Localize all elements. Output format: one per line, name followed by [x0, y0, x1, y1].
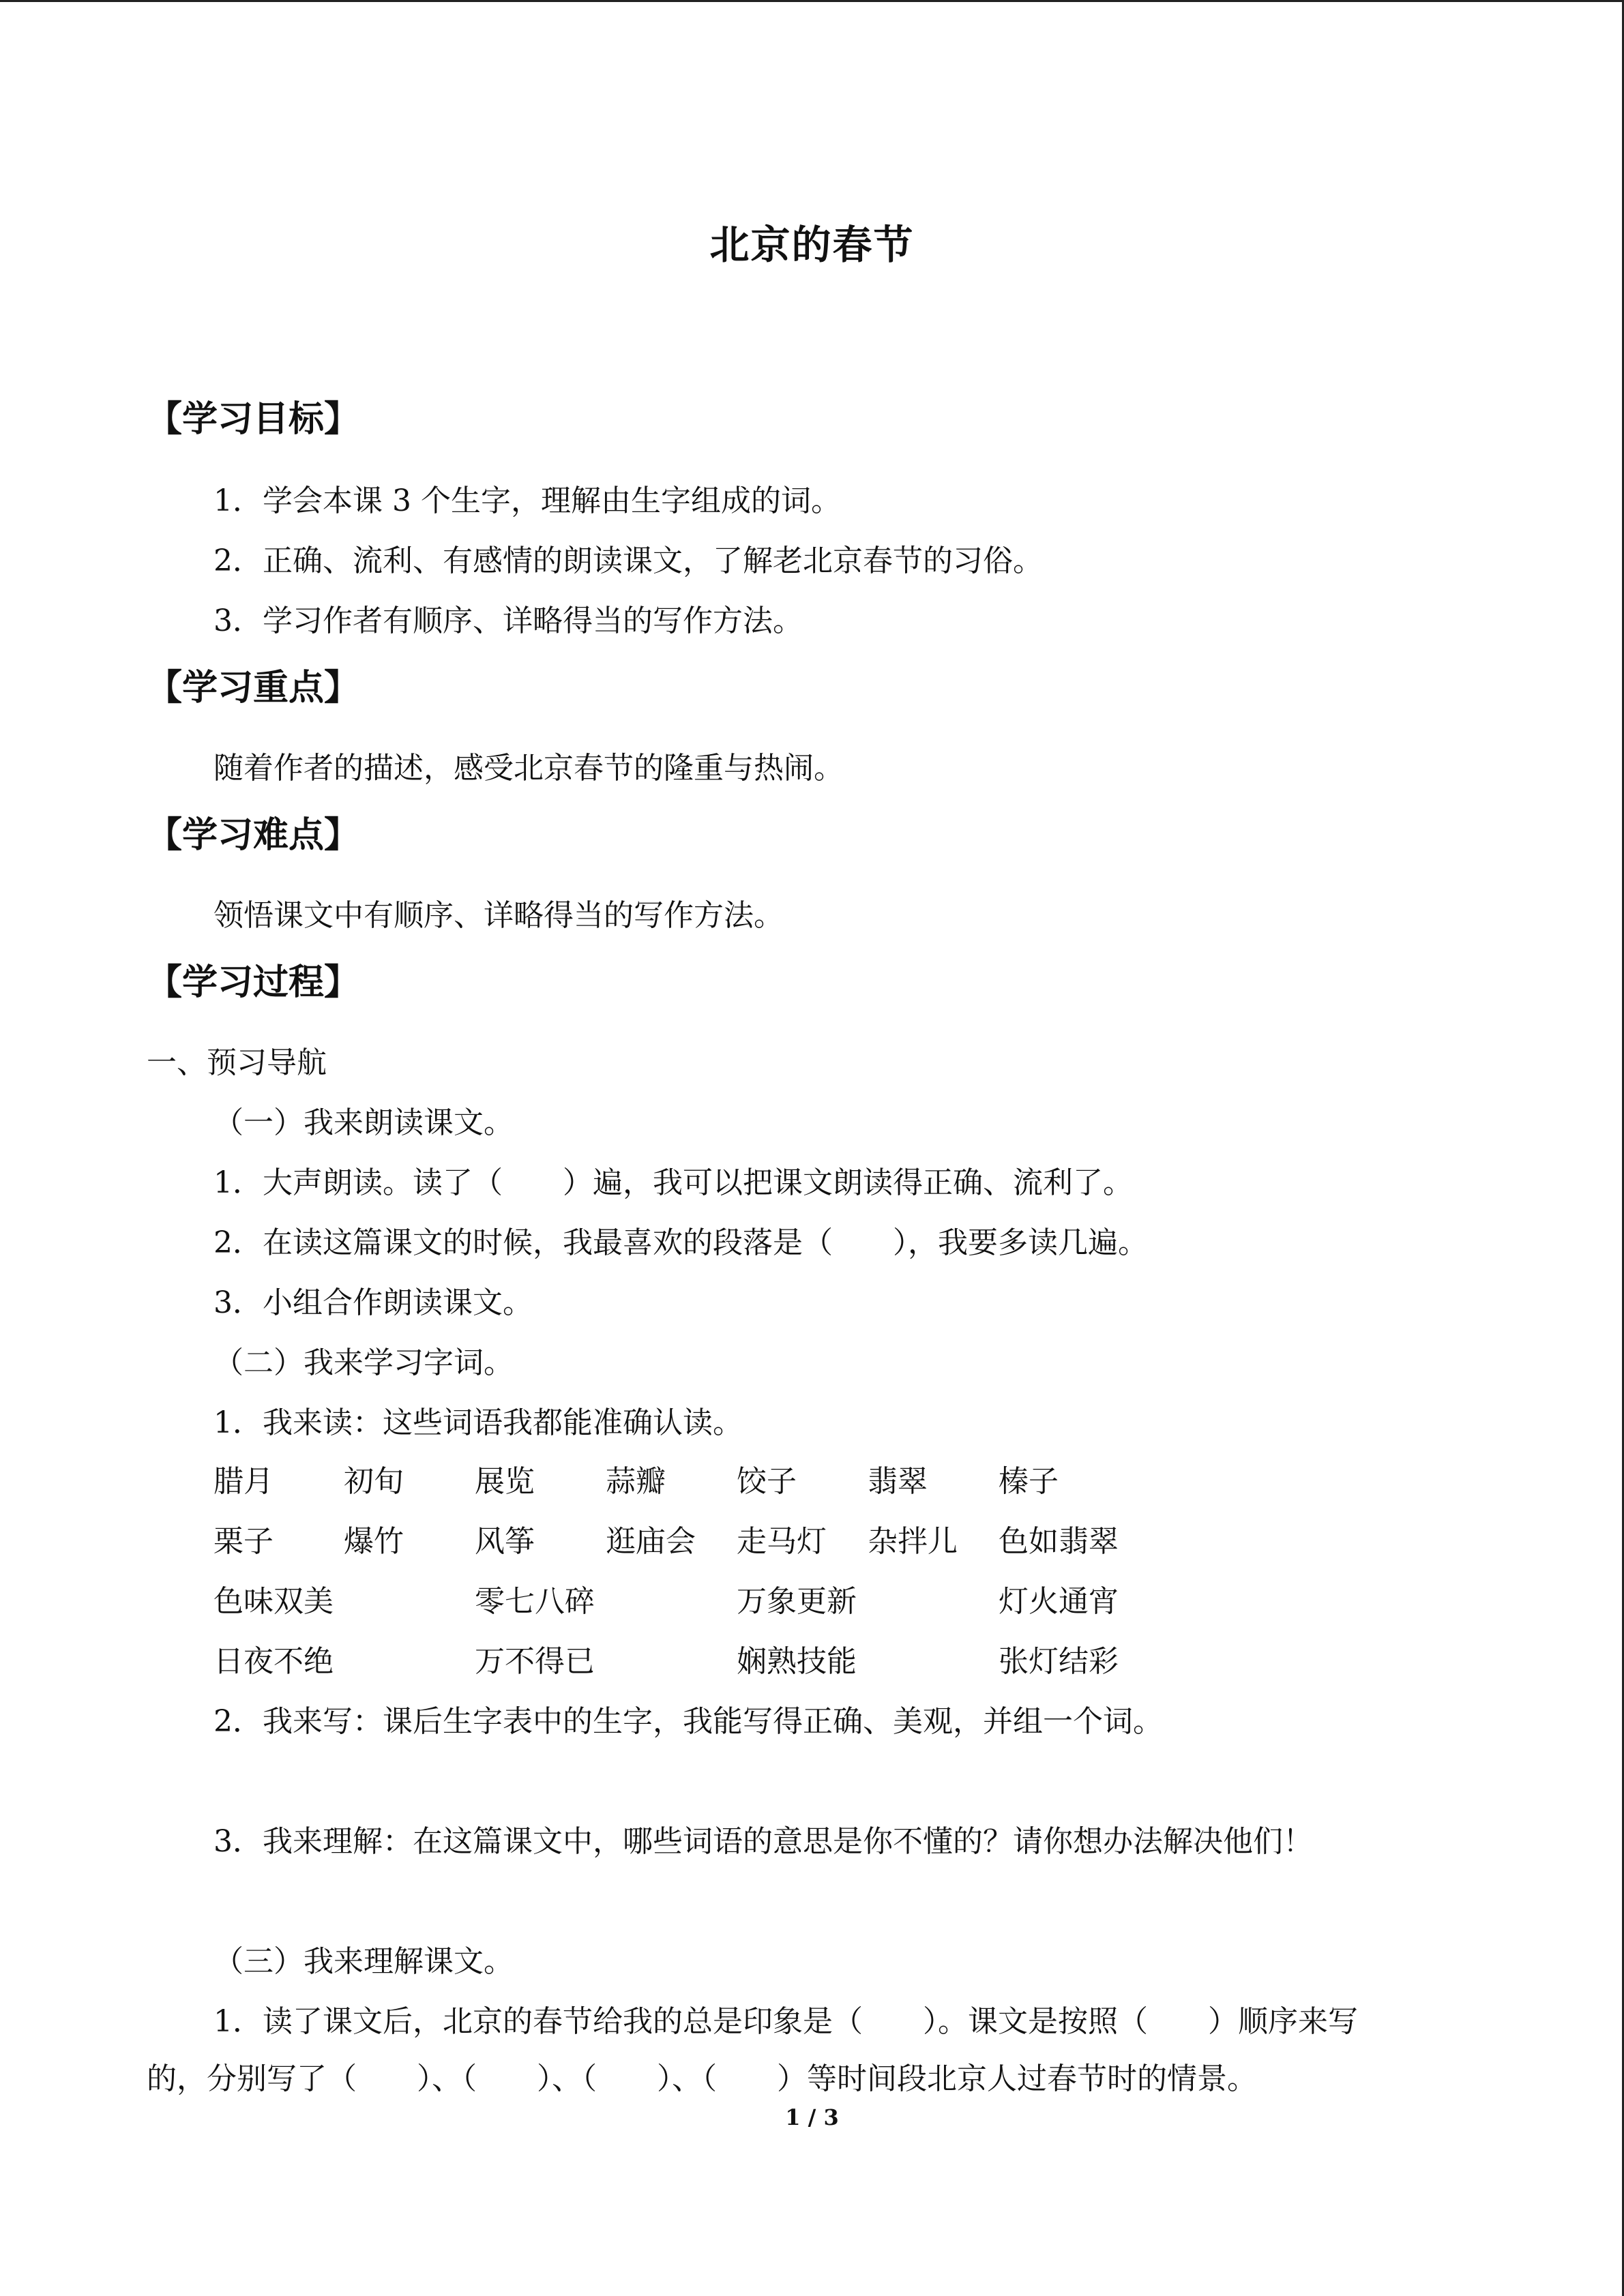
sub1-item-3: 3．小组合作朗读课文。: [213, 1285, 533, 1320]
vocab-word: 张灯结彩: [999, 1644, 1119, 1679]
vocab-word: 风筝: [475, 1524, 535, 1559]
sub2-item-2: 2．我来写：课后生字表中的生字，我能写得正确、美观，并组一个词。: [213, 1704, 1163, 1739]
heading-goals: 【学习目标】: [147, 399, 360, 440]
vocab-word: 万不得已: [475, 1644, 595, 1679]
heading-difficulties: 【学习难点】: [147, 815, 360, 856]
heading-key-points: 【学习重点】: [147, 668, 360, 709]
sub1-item-1: 1．大声朗读。读了（ ）遍，我可以把课文朗读得正确、流利了。: [213, 1165, 1133, 1200]
top-border: [0, 0, 1624, 2]
vocab-word: 杂拌儿: [868, 1524, 958, 1559]
page-title: 北京的春节: [709, 222, 915, 268]
goal-item-3: 3．学习作者有顺序、详略得当的写作方法。: [213, 603, 803, 638]
sub2-item-1: 1．我来读：这些词语我都能准确认读。: [213, 1405, 743, 1440]
difficulties-text: 领悟课文中有顺序、详略得当的写作方法。: [213, 898, 784, 933]
vocab-word: 零七八碎: [475, 1584, 595, 1619]
vocab-word: 榛子: [999, 1464, 1059, 1499]
vocab-word: 娴熟技能: [737, 1644, 857, 1679]
vocab-word: 饺子: [737, 1464, 797, 1499]
vocab-word: 展览: [475, 1464, 535, 1499]
key-points-text: 随着作者的描述，感受北京春节的隆重与热闹。: [213, 751, 844, 786]
vocab-word: 万象更新: [737, 1584, 857, 1619]
vocab-word: 爆竹: [344, 1524, 404, 1559]
vocab-word: 蒜瓣: [606, 1464, 666, 1499]
heading-process: 【学习过程】: [147, 962, 360, 1003]
sub1-title: （一）我来朗读课文。: [213, 1105, 514, 1140]
vocab-word: 色味双美: [213, 1584, 334, 1619]
vocab-word: 色如翡翠: [999, 1524, 1119, 1559]
page-number: 1 / 3: [785, 2104, 839, 2130]
part1-title: 一、预习导航: [147, 1045, 327, 1080]
vocab-word: 腊月: [213, 1464, 274, 1499]
vocab-word: 日夜不绝: [213, 1644, 334, 1679]
goal-item-2: 2．正确、流利、有感情的朗读课文，了解老北京春节的习俗。: [213, 543, 1043, 578]
sub3-title: （三）我来理解课文。: [213, 1944, 514, 1979]
goal-item-1: 1．学会本课 3 个生字，理解由生字组成的词。: [213, 483, 841, 518]
vocab-word: 初旬: [344, 1464, 404, 1499]
vocab-word: 翡翠: [868, 1464, 928, 1499]
vocab-word: 栗子: [213, 1524, 274, 1559]
sub3-item-1-line-1: 1．读了课文后，北京的春节给我的总是印象是（ ）。课文是按照（ ）顺序来写: [213, 2004, 1358, 2039]
sub2-item-3: 3．我来理解：在这篇课文中，哪些词语的意思是你不懂的？请你想办法解决他们！: [213, 1824, 1313, 1859]
sub3-item-1-line-2: 的，分别写了（ ）、（ ）、（ ）、（ ）等时间段北京人过春节时的情景。: [147, 2061, 1257, 2096]
vocab-word: 走马灯: [737, 1524, 827, 1559]
sub1-item-2: 2．在读这篇课文的时候，我最喜欢的段落是（ ），我要多读几遍。: [213, 1225, 1148, 1260]
vocab-word: 灯火通宵: [999, 1584, 1119, 1619]
vocab-word: 逛庙会: [606, 1524, 696, 1559]
sub2-title: （二）我来学习字词。: [213, 1345, 514, 1380]
